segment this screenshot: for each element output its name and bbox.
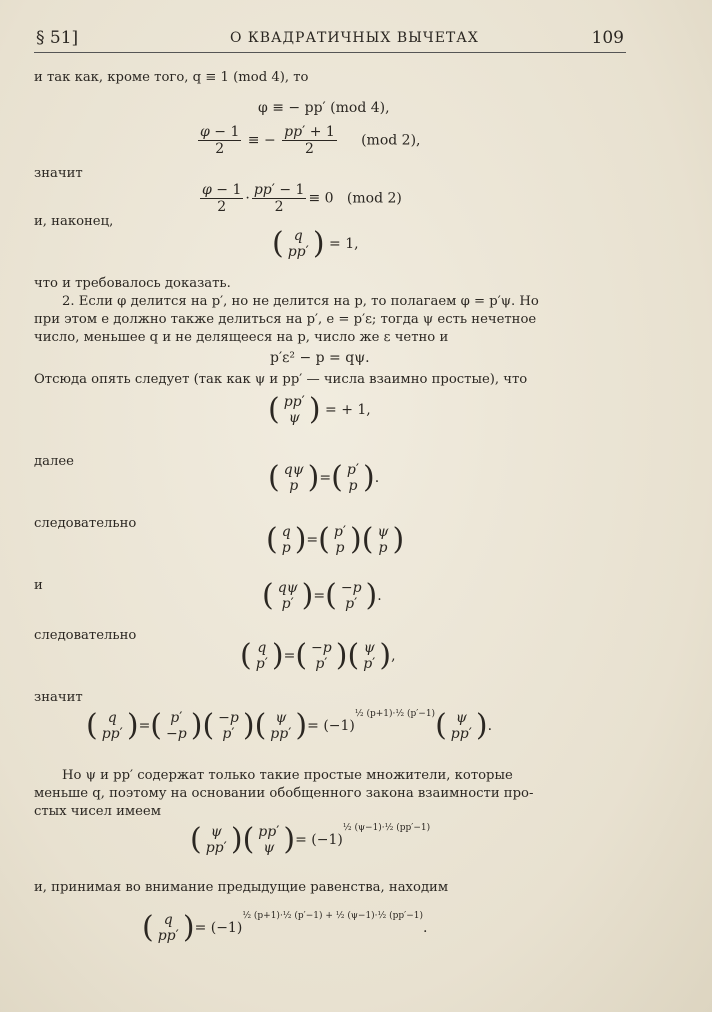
equation-9: ( qψ p′ )=( −p p′ ). bbox=[262, 578, 382, 613]
equation-2: $\frac{\varphi - 1}{2}$ ≡ − $\frac{pp' + 1}{2}$ (mod 2), bbox=[200, 124, 421, 157]
equation-1: φ ≡ − pp′ (mod 4), bbox=[258, 100, 390, 116]
equation-3-mod: (mod 2) bbox=[346, 190, 402, 207]
equation-3: $\frac{\varphi - 1}{2}$ · $\frac{pp' - 1}{2}$ ≡ 0 (mod 2) bbox=[202, 182, 402, 215]
section-number: § 51] bbox=[36, 28, 79, 48]
text-line: значит bbox=[34, 166, 83, 181]
text-line: при этом e должно также делиться на p′, e = p′ε; тогда ψ есть нечетное bbox=[34, 312, 537, 327]
text-line: и, наконец, bbox=[34, 214, 114, 229]
text-line: и так как, кроме того, q ≡ 1 (mod 4), то bbox=[34, 70, 309, 85]
text-line: следовательно bbox=[34, 628, 137, 643]
equation-4: ( q pp′ ) = 1, bbox=[272, 226, 359, 261]
text-line: и bbox=[34, 578, 43, 593]
equation-6-rhs: = + 1, bbox=[325, 402, 371, 418]
text-line: далее bbox=[34, 454, 74, 469]
text-line: 2. Если φ делится на p′, но не делится на p, то полагаем φ = p′ψ. Но bbox=[62, 294, 539, 309]
text-line: и, принимая во внимание предыдущие равенства, находим bbox=[34, 880, 449, 895]
text-line: следовательно bbox=[34, 516, 137, 531]
equation-10: ( q p′ )=( −p p′ )( ψ p′ ), bbox=[240, 638, 396, 673]
equation-8: ( q p )=( p′ p )( ψ p ) bbox=[266, 522, 405, 557]
text-line: Отсюда опять следует (так как ψ и pp′ — числа взаимно простые), что bbox=[34, 372, 528, 387]
equation-12: ( ψ pp′ )( pp′ ψ )= $(-1)^{\frac{1}{2} (\psi-1)\cdot\frac{1}{2} (pp'-1)}$ bbox=[190, 822, 431, 857]
equation-11: ( q pp′ )=( p′ −p )( −p p′ )( ψ pp′ )= $(-1)^{\frac{1}{2} (p+1)\cdot\frac{1}{2} (p'-1)}$( ψ pp′ ). bbox=[86, 708, 493, 743]
header-rule bbox=[34, 52, 626, 53]
header-title: О КВАДРАТИЧНЫХ ВЫЧЕТАХ bbox=[230, 30, 479, 46]
equation-6: ( pp′ ψ ) = + 1, bbox=[268, 392, 371, 427]
running-header bbox=[0, 28, 712, 54]
equation-2-mod: (mod 2), bbox=[361, 132, 421, 149]
equation-13: ( q pp′ )= $(-1)^{\frac{1}{2} (p+1)\cdot\frac{1}{2} (p'-1) + \frac{1}{2} (\psi-1)\cdot\frac{1}{2} (pp'-1)}$. bbox=[142, 910, 428, 945]
text-line: значит bbox=[34, 690, 83, 705]
text-line: меньше q, поэтому на основании обобщенного закона взаимности про- bbox=[34, 786, 534, 801]
text-line: число, меньшее q и не делящееся на p, число же ε четно и bbox=[34, 330, 449, 345]
page-number: 109 bbox=[591, 28, 624, 48]
equation-5: p′ε² − p = qψ. bbox=[270, 350, 370, 366]
text-line: стых чисел имеем bbox=[34, 804, 161, 819]
equation-7: ( qψ p )=( p′ p ). bbox=[268, 460, 380, 495]
text-line: Но ψ и pp′ содержат только такие простые множители, которые bbox=[62, 768, 513, 783]
text-line: что и требовалось доказать. bbox=[34, 276, 231, 291]
equation-4-rhs: = 1, bbox=[329, 236, 359, 252]
